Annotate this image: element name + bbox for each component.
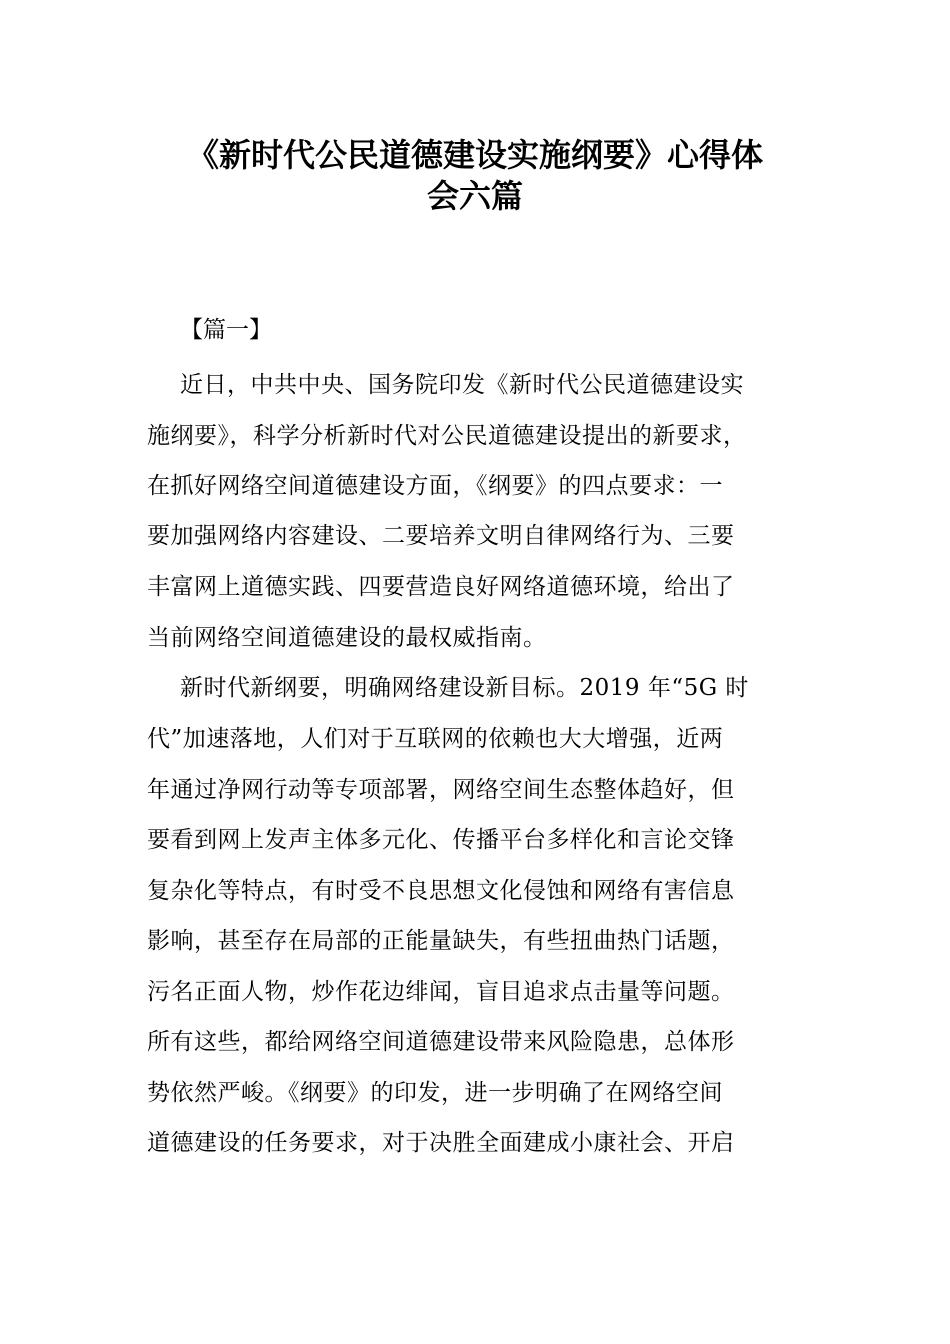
paragraph-2-line: 代”加速落地，人们对于互联网的依赖也大大增强，近两 [147, 726, 724, 752]
document-title-line-1: 《新时代公民道德建设实施纲要》心得体 [186, 136, 763, 174]
paragraph-2-line: 年通过净网行动等专项部署，网络空间生态整体趋好，但 [147, 777, 735, 803]
paragraph-1-line: 要加强网络内容建设、二要培养文明自律网络行为、三要 [147, 523, 735, 549]
paragraph-1-line: 丰富网上道德实践、四要营造良好网络道德环境，给出了 [147, 574, 735, 600]
paragraph-1-line: 施纲要》，科学分析新时代对公民道德建设提出的新要求， [147, 423, 747, 449]
paragraph-1-line: 当前网络空间道德建设的最权威指南。 [147, 625, 547, 651]
paragraph-2-line: 道德建设的任务要求，对于决胜全面建成小康社会、开启 [147, 1130, 735, 1156]
paragraph-2-line: 影响，甚至存在局部的正能量缺失，有些扭曲热门话题， [147, 928, 735, 954]
paragraph-2-line: 复杂化等特点，有时受不良思想文化侵蚀和网络有害信息 [147, 878, 735, 904]
document-title-line-2: 会六篇 [426, 177, 523, 215]
paragraph-2-line: 势依然严峻。《纲要》的印发，进一步明确了在网络空间 [147, 1080, 723, 1106]
paragraph-2-line: 要看到网上发声主体多元化、传播平台多样化和言论交锋 [147, 827, 735, 853]
paragraph-1-line: 近日，中共中央、国务院印发《新时代公民道德建设实 [180, 372, 744, 398]
paragraph-1-line: 在抓好网络空间道德建设方面，《纲要》的四点要求：一 [147, 473, 723, 499]
paragraph-2-line: 所有这些，都给网络空间道德建设带来风险隐患，总体形 [147, 1029, 735, 1055]
paragraph-2-line: 新时代新纲要，明确网络建设新目标。2019 年“5G 时 [180, 675, 749, 701]
paragraph-2-line: 污名正面人物，炒作花边绯闻，盲目追求点击量等问题。 [147, 979, 735, 1005]
section-heading: 【篇一】 [180, 317, 272, 343]
